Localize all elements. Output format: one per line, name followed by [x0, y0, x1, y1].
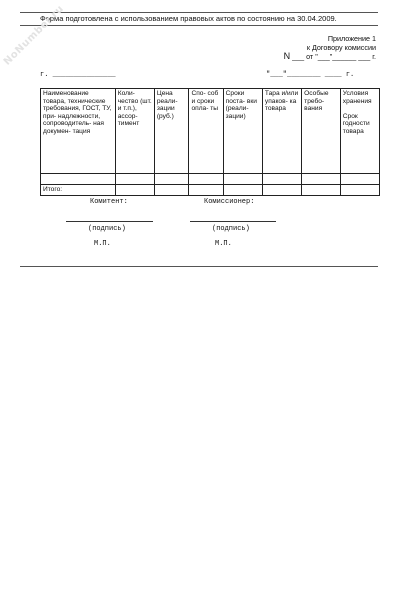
watermark: NoNumber.ru: [1, 3, 67, 68]
col-special: Особые требо- вания: [302, 89, 341, 174]
bottom-rule: [20, 266, 378, 267]
col-payment: Спо- соб и сроки опла- ты: [189, 89, 223, 174]
appendix-block: [284, 35, 376, 62]
col-delivery: Сроки поста- вки (реали- зации): [223, 89, 262, 174]
committent-sign-label: (подпись): [88, 225, 126, 233]
committent-signature-line: [66, 221, 153, 222]
col-storage: Условия хранения Срок годности товара: [340, 89, 379, 174]
col-packaging: Тара и/или упаков- ка товара: [262, 89, 301, 174]
number-rest: ___ от "___"______ ___ г.: [292, 52, 376, 62]
goods-table: [40, 88, 380, 196]
commission-agent-title: Комиссионер:: [204, 198, 255, 206]
col-price: Цена реали- зации (руб.): [154, 89, 189, 174]
appendix-number: [284, 52, 376, 62]
header-rule: [20, 25, 378, 26]
form-note: Форма подготовлена с использованием правовых актов по состоянию на 30.04.2009.: [40, 14, 337, 23]
table-row: [41, 174, 380, 185]
table-header-row: [41, 89, 380, 174]
appendix-title: Приложение 1: [327, 34, 376, 43]
total-row: [41, 185, 380, 196]
col-quantity: Коли- чество (шт. и т.п.), ассор- тимент: [115, 89, 154, 174]
date-field: "___"________ ____ г.: [266, 71, 355, 79]
committent-title: Комитент:: [90, 198, 128, 206]
total-label: Итого:: [41, 185, 116, 196]
appendix-contract: к Договору комиссии: [306, 42, 376, 52]
agent-sign-label: (подпись): [212, 225, 250, 233]
committent-stamp: М.П.: [94, 240, 111, 248]
agent-stamp: М.П.: [215, 240, 232, 248]
agent-signature-line: [190, 221, 276, 222]
number-sign: N: [283, 51, 291, 62]
city-field: г. _______________: [40, 71, 116, 79]
top-rule: [20, 12, 378, 13]
col-name: Наименование товара, технические требования, ГОСТ, ТУ, при- надлежности, сопроводитель- ная докумен- тация: [41, 89, 116, 174]
